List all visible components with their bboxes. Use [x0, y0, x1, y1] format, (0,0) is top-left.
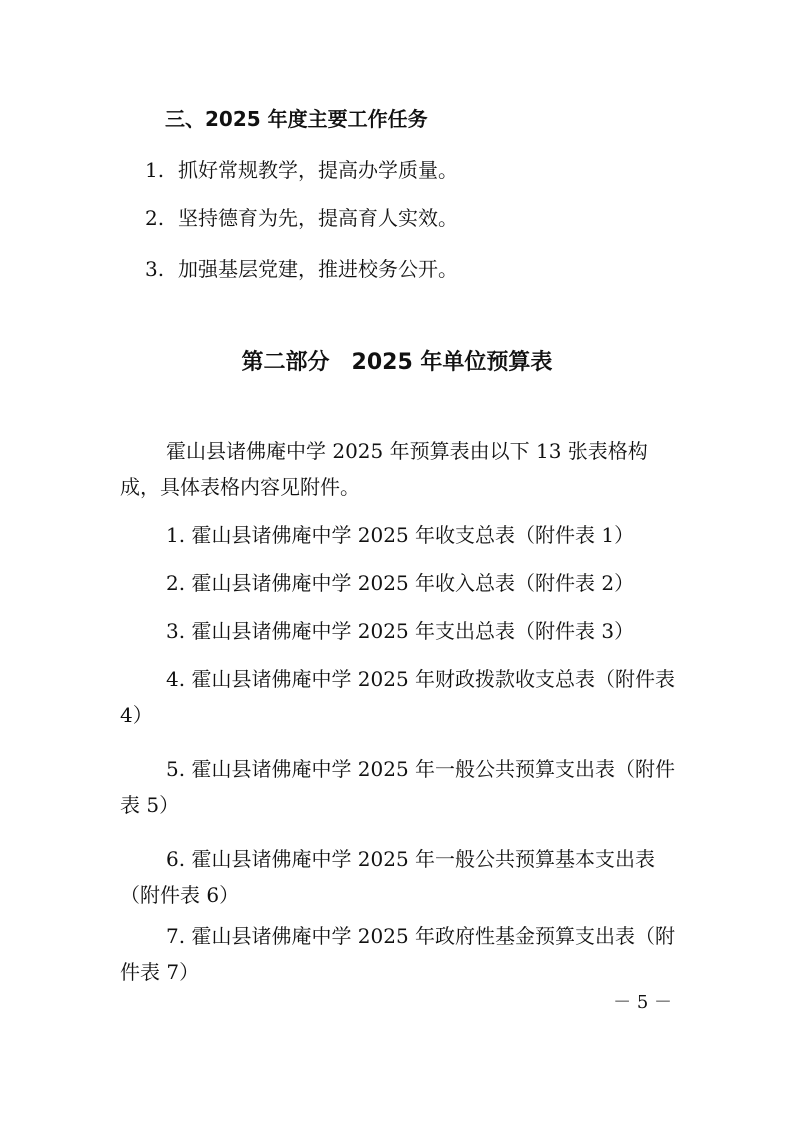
table-list-item: 2. 霍山县诸佛庵中学 2025 年收入总表（附件表 2） [166, 571, 635, 595]
table-list-item: 7. 霍山县诸佛庵中学 2025 年政府性基金预算支出表（附件表 7） [120, 924, 676, 984]
task-text: 抓好常规教学，提高办学质量。 [178, 158, 458, 182]
section-heading: 三、2025 年度主要工作任务 [165, 107, 428, 131]
part-title: 第二部分 2025 年单位预算表 [241, 350, 553, 375]
table-list-item: 6. 霍山县诸佛庵中学 2025 年一般公共预算基本支出表（附件表 6） [120, 847, 656, 907]
task-item [145, 155, 458, 185]
task-number: 1. [145, 158, 165, 182]
task-text: 坚持德育为先，提高育人实效。 [178, 206, 458, 230]
intro-paragraph: 霍山县诸佛庵中学 2025 年预算表由以下 13 张表格构成，具体表格内容见附件。 [120, 439, 648, 499]
task-text: 加强基层党建，推进校务公开。 [178, 257, 458, 281]
table-list-item: 5. 霍山县诸佛庵中学 2025 年一般公共预算支出表（附件表 5） [120, 757, 676, 817]
task-number: 2. [145, 206, 165, 230]
task-number: 3. [145, 257, 165, 281]
task-item [145, 254, 458, 284]
table-list-item: 4. 霍山县诸佛庵中学 2025 年财政拨款收支总表（附件表 4） [120, 667, 676, 727]
table-list-item: 3. 霍山县诸佛庵中学 2025 年支出总表（附件表 3） [166, 619, 635, 643]
task-item [145, 203, 458, 233]
page-number: － 5 － [613, 992, 672, 1013]
table-list-item: 1. 霍山县诸佛庵中学 2025 年收支总表（附件表 1） [166, 523, 635, 547]
